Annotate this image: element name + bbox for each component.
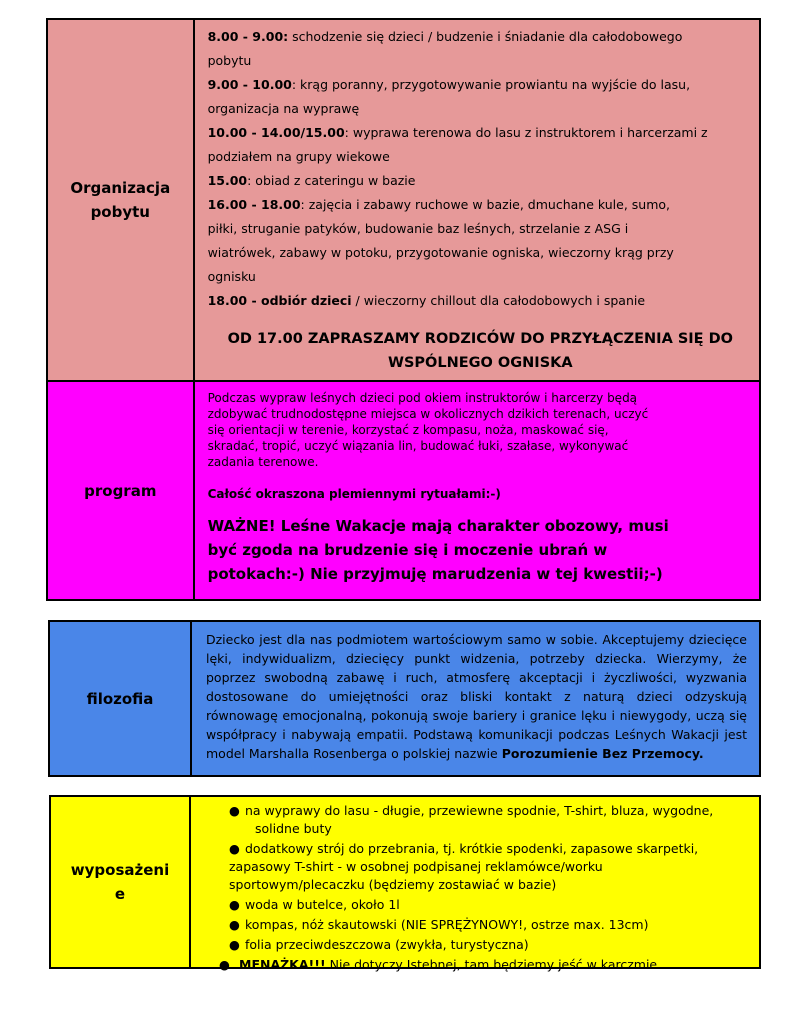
filozofia-content — [192, 622, 759, 775]
program-table — [46, 380, 761, 601]
equipment-line: dodatkowy strój do przebrania, tj. krótkie spodenki, zapasowe skarpetki, — [245, 841, 699, 856]
bullet-icon: ● — [229, 937, 240, 952]
organizacja-label — [48, 20, 195, 380]
filozofia-label: filozofia — [50, 622, 192, 775]
program-rituals-line: Całość okraszona plemiennymi rytuałami:-) — [207, 487, 501, 501]
equipment-item-cont — [229, 858, 753, 894]
important-notice-line: być zgoda na brudzenie się i moczenie ubrań w — [207, 541, 608, 559]
bonfire-notice — [208, 327, 753, 375]
schedule-time: 18.00 - odbiór dzieci — [207, 293, 352, 308]
wyposazenie-table — [49, 795, 761, 972]
schedule-entry — [208, 193, 753, 217]
wyposazenie-label — [51, 797, 191, 967]
schedule-text: : zajęcia i zabawy ruchowe w bazie, dmuchane kule, sumo, — [300, 197, 670, 212]
equipment-item — [229, 802, 753, 838]
equipment-item — [229, 936, 753, 954]
filozofia-text — [206, 630, 747, 763]
important-notice-line: potokach:-) Nie przyjmuję marudzenia w tej kwestii;-) — [207, 565, 663, 583]
program-content — [195, 382, 759, 599]
program-text-line: się orientacji w terenie, korzystać z kompasu, noża, maskować się, — [207, 423, 609, 437]
schedule-text: : wyprawa terenowa do lasu z instruktorem i harcerzami z — [344, 125, 708, 140]
organizacja-table — [46, 18, 761, 382]
menazka-label: MENAŻKA!!! — [239, 957, 326, 972]
bullet-icon: ● — [229, 917, 240, 932]
schedule-time: 8.00 - 9.00: — [207, 29, 289, 44]
schedule-text: / wieczorny chillout dla całodobowych i spanie — [351, 293, 646, 308]
organizacja-label-line2: pobytu — [90, 203, 150, 221]
equipment-item — [219, 956, 753, 974]
equipment-list — [191, 797, 759, 972]
schedule-time: 16.00 - 18.00 — [207, 197, 301, 212]
bullet-icon: ● — [229, 897, 240, 912]
schedule-text-cont: piłki, struganie patyków, budowanie baz leśnych, strzelanie z ASG i — [207, 221, 629, 236]
bullet-icon: ● — [229, 841, 240, 856]
program-text-line: zadania terenowe. — [207, 455, 319, 469]
wyposazenie-label-line2: e — [114, 885, 126, 903]
schedule-text: : obiad z cateringu w bazie — [247, 173, 416, 188]
equipment-item — [229, 916, 753, 934]
bonfire-notice-line1: OD 17.00 ZAPRASZAMY RODZICÓW DO PRZYŁĄCZENIA SIĘ DO — [227, 331, 734, 347]
schedule-text-cont: organizacja na wyprawę — [207, 101, 360, 116]
wyposazenie-label-line1: wyposażeni — [70, 861, 170, 879]
equipment-line: folia przeciwdeszczowa (zwykła, turystyczna) — [245, 937, 529, 952]
schedule-text-cont: wiatrówek, zabawy w potoku, przygotowanie ogniska, wieczorny krąg przy — [207, 245, 674, 260]
schedule-text-cont: pobytu — [207, 53, 252, 68]
filozofia-table — [48, 620, 761, 777]
schedule-text-cont: podziałem na grupy wiekowe — [207, 149, 390, 164]
equipment-line: solidne buty — [255, 821, 332, 836]
filozofia-nvc: Porozumienie Bez Przemocy. — [501, 746, 704, 761]
program-text-line: zdobywać trudnodostępne miejsca w okolicznych dzikich terenach, uczyć — [207, 407, 649, 421]
equipment-line: sportowym/plecaczku (będziemy zostawiać w bazie) — [229, 877, 557, 892]
schedule-entry — [208, 121, 753, 145]
schedule-entry — [208, 25, 753, 49]
schedule-text: schodzenie się dzieci / budzenie i śniadanie dla całodobowego — [288, 29, 683, 44]
important-notice-line: WAŻNE! Leśne Wakacje mają charakter obozowy, musi — [207, 517, 669, 535]
equipment-item — [229, 840, 753, 858]
menazka-note: Nie dotyczy Istebnej, tam będziemy jeść w karczmie — [325, 957, 658, 972]
equipment-line: woda w butelce, około 1l — [245, 897, 400, 912]
program-label: program — [48, 382, 195, 599]
schedule — [195, 20, 759, 380]
equipment-line: zapasowy T-shirt - w osobnej podpisanej reklamówce/worku — [229, 859, 603, 874]
filozofia-body: Dziecko jest dla nas podmiotem wartościowym samo w sobie. Akceptujemy dziecięce lęki, indywidualizm, dziecięcy punkt widzenia, potrzeby dziecka. Wierzymy, że poprzez swobodną zabawę i ruch, atmosferę akceptacji i życzliwości, wyzwania dostosowane do umiejętności oraz bliski kontakt z naturą dzieci odzyskują równowagę emocjonalną, pokonują swoje bariery i granice lęku i niewygody, uczą się współpracy i nabywają empatii. Podstawą komunikacji podczas Leśnych Wakacji jest model Marshalla Rosenberga o polskiej nazwie — [206, 632, 747, 761]
equipment-line: kompas, nóż skautowski (NIE SPRĘŻYNOWY!, ostrze max. 13cm) — [245, 917, 649, 932]
bullet-icon: ● — [219, 957, 230, 972]
program-text-line: skradać, tropić, uczyć wiązania lin, budować łuki, szałase, wykonywać — [207, 439, 629, 453]
schedule-time: 10.00 - 14.00/15.00 — [207, 125, 345, 140]
schedule-text: : krąg poranny, przygotowywanie prowiantu na wyjście do lasu, — [291, 77, 691, 92]
schedule-entry — [208, 169, 753, 193]
equipment-line — [239, 956, 753, 974]
equipment-item — [229, 896, 753, 914]
equipment-line: na wyprawy do lasu - długie, przewiewne spodnie, T-shirt, bluza, wygodne, — [245, 803, 714, 818]
schedule-time: 9.00 - 10.00 — [207, 77, 292, 92]
organizacja-label-line1: Organizacja — [70, 179, 171, 197]
bonfire-notice-line2: WSPÓLNEGO OGNISKA — [387, 355, 573, 371]
schedule-time: 15.00 — [207, 173, 248, 188]
important-notice — [208, 514, 753, 586]
schedule-text-cont: ognisku — [207, 269, 256, 284]
bullet-icon: ● — [229, 803, 240, 818]
schedule-entry — [208, 73, 753, 97]
program-text-line: Podczas wypraw leśnych dzieci pod okiem instruktorów i harcerzy będą — [207, 391, 638, 405]
schedule-entry — [208, 289, 753, 313]
